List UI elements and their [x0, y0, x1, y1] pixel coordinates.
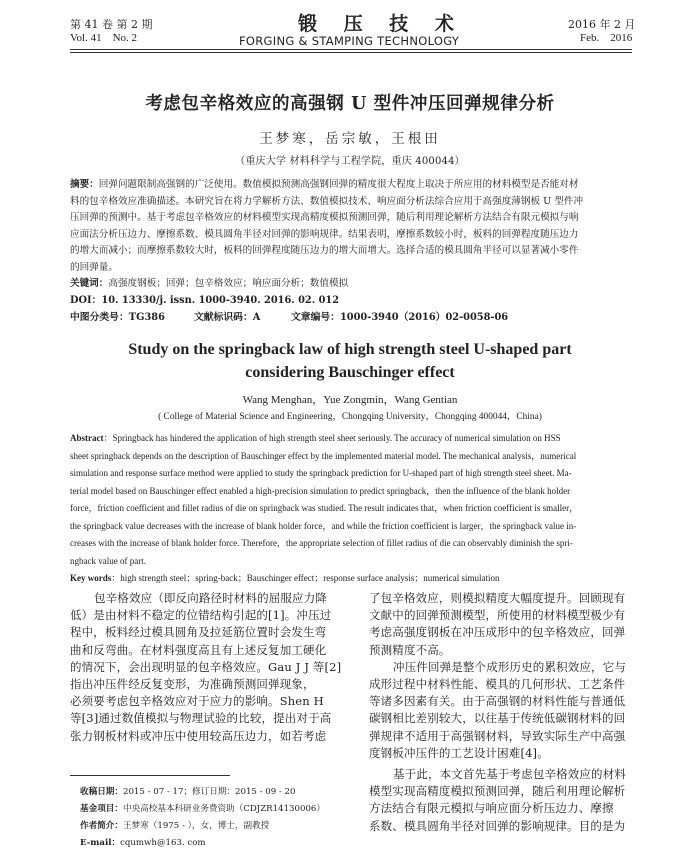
abstract-cn-line: 摘要：回弹问题限制高强钢的广泛使用。数值模拟预测高强钢回弹的精度很大程度上取决于所应用的材料模型是否能对材: [70, 179, 579, 190]
footnote-email: E-mail：cqumwh@163. com: [80, 838, 206, 848]
abstract-cn-line: 应面法分析压边力、摩擦系数、模具圆角半径对回弹的影响规律。结果表明，摩擦系数较小时，板料的回弹程度随压边力: [70, 228, 579, 240]
doi-label: DOI：: [70, 295, 102, 306]
keywords-en: Key words：high strength steel；spring-back；Bauschinger effect；response surface analysis；numerical simulation: [70, 573, 500, 583]
body-right-line: 预测精度不高。: [369, 642, 451, 657]
body-left-line: 包辛格效应（即反向路径时材料的屈服应力降: [94, 591, 327, 605]
volume-issue-cn: 第 41 卷 第 2 期: [70, 18, 153, 31]
document-code: 文献标识码：A: [194, 312, 261, 323]
authors-en: Wang Menghan，Yue Zongmin，Wang Gentian: [242, 394, 458, 406]
header-rule-thin: [70, 52, 632, 53]
footnote-rule: [70, 775, 230, 776]
abstract-en-line: simulation and response surface method were applied to study the springback prediction for U-shaped part of high strength steel sheet. Ma-: [70, 468, 572, 478]
body-left-line: 必须要考虑包辛格效应对于应力的影响。Shen H: [70, 694, 324, 709]
keywords-cn: 关键词：高强度钢板；回弹；包辛格效应；响应面分析；数值模拟: [70, 278, 349, 289]
abstract-cn-line: 的增大而减小；而摩擦系数较大时，板料的回弹程度随压边力的增大而增大。选择合适的模具圆角半径可以显著减小零件: [70, 245, 579, 256]
volume-issue-en: Vol. 41 No. 2: [70, 32, 138, 44]
date-cn: 2016 年 2 月: [568, 18, 636, 31]
abstract-en-line: terial model based on Bauschinger effect enabled a high-precision simulation to predict springback，then the influence of the blank holder: [70, 485, 571, 496]
body-right-line: 考虑高强度钢板在冲压成形中的包辛格效应，回弹: [369, 625, 626, 640]
body-left-line: 指出冲压件经反复变形，为准确预测回弹现象，: [70, 677, 315, 691]
abstract-en-label: Abstract: [70, 433, 104, 443]
body-right-line: 方法结合有限元模拟与响应面分析压边力、摩擦: [369, 801, 614, 816]
body-left-line: 张力钢板材料或冲压中使用较高压边力，如若考虑: [70, 728, 327, 743]
body-right-line: 系数、模具圆角半径对回弹的影响规律。目的是为: [369, 818, 626, 833]
journal-title-cn: 锻 压 技 术: [298, 13, 464, 35]
affiliation-en: ( College of Material Science and Engineering，Chongqing University，Chongqing 400044，China): [158, 412, 542, 422]
abstract-cn-line: 压回弹的预测中。基于考虑包辛格效应的材料模型实现高精度模拟预测回弹，随后利用理论解析方法结合有限元模拟与响: [70, 212, 579, 223]
body-right-line: 了包辛格效应，则模拟精度大幅度提升。回顾现有: [369, 591, 626, 605]
keywords-cn-label: 关键词：: [70, 278, 109, 289]
journal-title-en: FORGING & STAMPING TECHNOLOGY: [239, 34, 460, 48]
abstract-cn-line: 的回弹量。: [70, 261, 118, 273]
keywords-en-label: Key words: [70, 573, 112, 583]
paper-title-en-line1: Study on the springback law of high strength steel U-shaped part: [128, 341, 572, 358]
body-left-line: 低）是由材料不稳定的位错结构引起的[1]。冲压过: [70, 608, 332, 623]
body-right-line: 等诸多因素有关。由于高强钢的材料性能与普通低: [369, 694, 626, 709]
paper-title-en-line2: considering Bauschinger effect: [245, 364, 455, 381]
body-left-line: 等[3]通过数值模拟与物理试验的比较，提出对于高: [70, 711, 332, 726]
authors-cn: 王梦寒，岳宗敏，王根田: [259, 131, 441, 147]
abstract-cn-line: 料的包辛格效应准确描述。本研究旨在将力学解析方法、数值模拟技术、响应面分析法综合应用于高强度薄钢板 U 型件冲: [70, 195, 584, 207]
footnote-funding: 基金项目：中央高校基本科研业务费资助（CDJZR14130006）: [80, 804, 325, 814]
body-right-line: 模型实现高精度模拟预测回弹，随后利用理论解析: [369, 784, 626, 799]
clc-number: 中图分类号：TG386: [70, 312, 165, 323]
abstract-en-line: Abstract：Springback has hindered the application of high strength steel sheet seriously. The accuracy of numerical simulation on HSS: [70, 433, 561, 443]
abstract-en-line: sheet springback depends on the description of Bauschinger effect by the implemented material model. The mechanical analysis，numerical: [70, 450, 577, 461]
article-number: 文章编号：1000-3940（2016）02-0058-06: [291, 312, 509, 323]
affiliation-cn: （重庆大学 材料科学与工程学院，重庆 400044）: [235, 156, 465, 167]
doi-value: 10. 13330/j. issn. 1000-3940. 2016. 02. 012: [101, 295, 340, 306]
header-rule-thick: [70, 49, 632, 50]
body-left-line: 的情况下，会出现明显的包辛格效应。Gau J J 等[2]: [70, 659, 342, 674]
body-right-line: 文献中的回弹预测模型，所使用的材料模型极少有: [369, 608, 626, 623]
body-right-line: 冲压件回弹是整个成形历史的累积效应，它与: [393, 659, 626, 674]
paper-title-cn: 考虑包辛格效应的高强钢 U 型件冲压回弹规律分析: [145, 94, 555, 114]
body-left-line: 程中，板料经过模具圆角及拉延筋位置时会发生弯: [70, 625, 327, 640]
date-en: Feb. 2016: [580, 32, 633, 44]
doi-line: [70, 292, 339, 306]
abstract-en-line: the springback value decreases with the increase of blank holder force，and while the friction coefficient is larger，the springback value in-: [70, 520, 577, 531]
body-right-line: 成形过程中材料性能、模具的几何形状、工艺条件: [369, 677, 626, 691]
body-right-line: 碳钢相比差别较大，以往基于传统低碳钢材料的回: [369, 711, 626, 726]
abstract-cn-label: 摘要：: [70, 179, 99, 190]
body-right-line: 基于此，本文首先基于考虑包辛格效应的材料: [393, 767, 626, 781]
abstract-en-line: force，friction coefficient and fillet radius of die on springback was studied. The result indicates that，when friction coefficient is smaller，: [70, 503, 579, 513]
footnote-received: 收稿日期：2015 - 07 - 17；修订日期：2015 - 09 - 20: [80, 787, 296, 797]
abstract-en-line: ngback value of part.: [70, 555, 146, 566]
abstract-en-line: creases with the increase of blank holder force. Therefore，the appropriate selection of fillet radius of die can observably diminish the spri-: [70, 538, 573, 548]
body-right-line: 度钢板冲压件的工艺设计困难[4]。: [369, 745, 549, 760]
footnote-author: 作者简介：王梦寒（1975 - ），女，博士，副教授: [80, 821, 270, 831]
body-left-line: 曲和反弯曲。在材料强度高且有上述反复加工硬化: [70, 642, 327, 657]
body-right-line: 弹规律不适用于高强钢材料，导致实际生产中高强: [369, 728, 626, 743]
